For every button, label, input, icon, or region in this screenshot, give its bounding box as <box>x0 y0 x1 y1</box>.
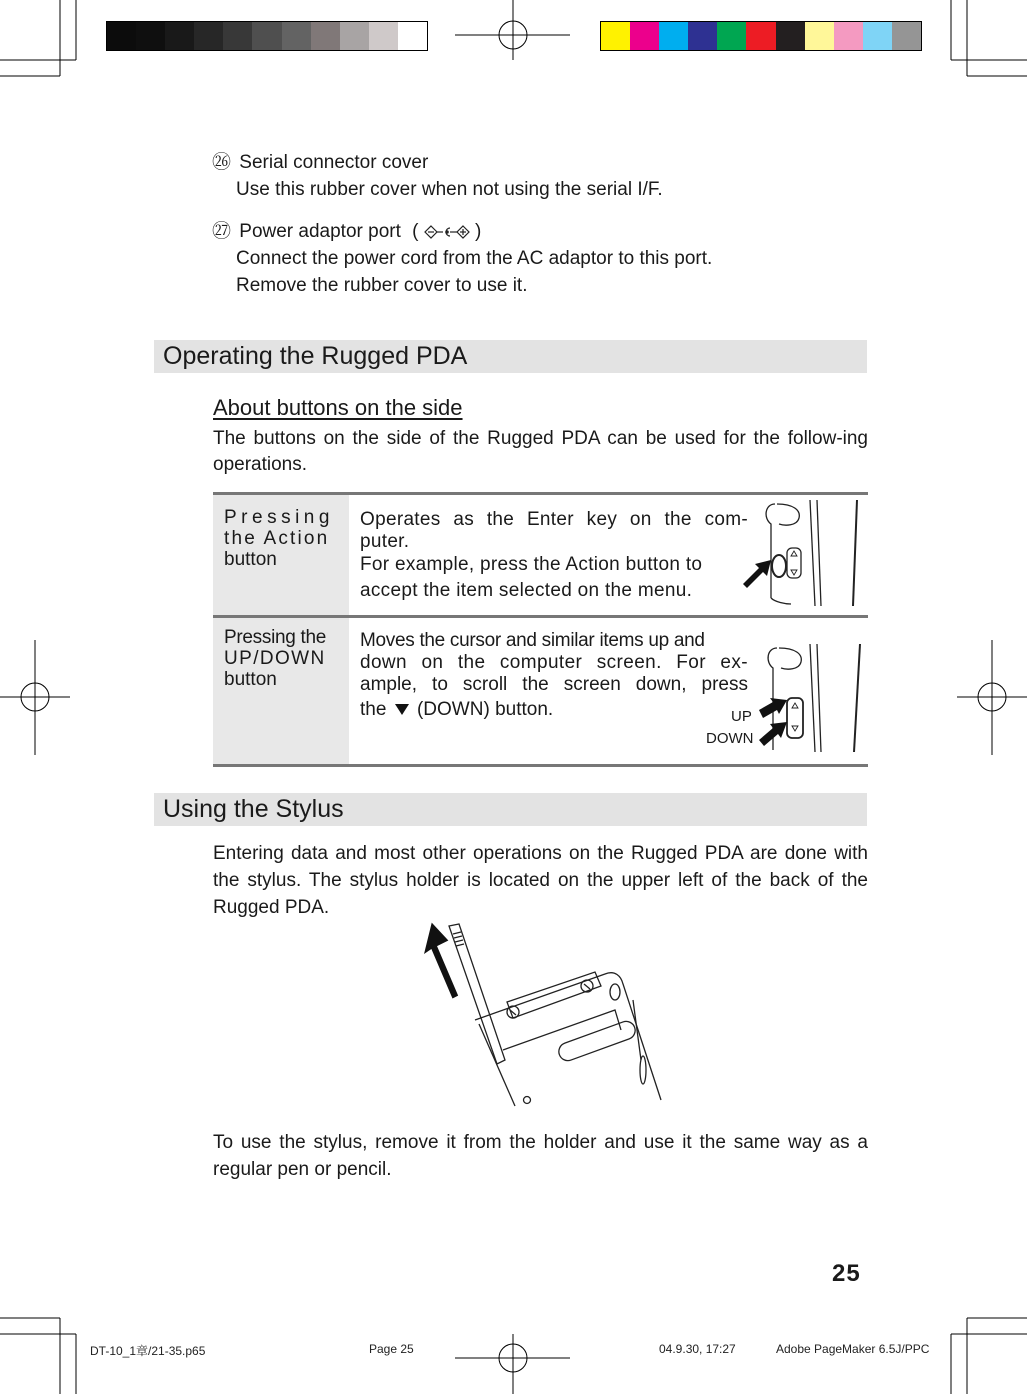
gray-swatch <box>194 22 223 50</box>
row-label: Pressing <box>224 507 334 528</box>
row-desc <box>360 630 748 724</box>
color-swatch <box>746 22 775 50</box>
updown-button-illustration <box>755 640 865 755</box>
gray-swatch <box>223 22 252 50</box>
item-desc: Use this rubber cover when not using the serial I/F. <box>236 179 663 200</box>
gray-swatch <box>107 22 136 50</box>
section-title: Operating the Rugged PDA <box>163 342 468 370</box>
row-label: Pressing the <box>224 627 327 648</box>
row-label: button <box>224 549 277 570</box>
desc-line: Moves the cursor and similar items up and <box>360 630 705 651</box>
gray-swatch <box>252 22 281 50</box>
row-label-cell <box>213 618 349 764</box>
color-swatch <box>776 22 805 50</box>
color-swatch <box>863 22 892 50</box>
down-label: DOWN <box>706 730 754 747</box>
row-desc <box>360 509 748 605</box>
item-desc: Connect the power cord from the AC adaptor to this port. <box>236 248 713 269</box>
desc-line: For example, press the Action button to <box>360 554 703 575</box>
grayscale-bar <box>106 21 428 51</box>
paren-close: ) <box>475 221 482 242</box>
desc-line: Operates as the Enter key on the com- <box>360 509 748 530</box>
action-button-illustration <box>735 498 865 610</box>
color-swatch <box>688 22 717 50</box>
gray-swatch <box>165 22 194 50</box>
page-number: 25 <box>832 1260 861 1287</box>
row-label: the Action <box>224 528 330 549</box>
paren-open: ( <box>412 221 419 242</box>
color-swatch <box>805 22 834 50</box>
color-bar <box>600 21 922 51</box>
footer-file: DT-10_1章/21-35.p65 <box>90 1344 206 1358</box>
desc-line: ample, to scroll the screen down, press <box>360 674 748 695</box>
footer-date: 04.9.30, 17:27 <box>659 1342 736 1356</box>
color-swatch <box>630 22 659 50</box>
desc-suffix: (DOWN) button. <box>416 699 554 720</box>
desc-line: down on the computer screen. For ex- <box>360 652 748 673</box>
gray-swatch <box>369 22 398 50</box>
color-swatch <box>601 22 630 50</box>
gray-swatch <box>136 22 165 50</box>
item-number: ㉖ <box>212 152 232 173</box>
desc-line <box>360 696 748 724</box>
gray-swatch <box>311 22 340 50</box>
item-title: Power adaptor port <box>239 221 401 242</box>
color-swatch <box>717 22 746 50</box>
intro-paragraph: The buttons on the side of the Rugged PDA can be used for the follow-ing operations. <box>213 428 868 475</box>
table-rule-bottom <box>213 764 868 767</box>
section-header-operating <box>154 340 867 373</box>
item-power-port <box>212 221 481 243</box>
item-serial-cover <box>212 152 428 174</box>
item-number: ㉗ <box>212 221 232 242</box>
down-triangle-icon <box>395 704 409 715</box>
gray-swatch <box>282 22 311 50</box>
section-header-stylus <box>154 793 867 826</box>
stylus-illustration <box>415 920 665 1110</box>
footer-page: Page 25 <box>369 1342 414 1356</box>
desc-line: accept the item selected on the menu. <box>360 580 693 601</box>
gray-swatch <box>340 22 369 50</box>
up-label: UP <box>731 708 752 725</box>
desc-line: puter. <box>360 531 410 552</box>
row-label: button <box>224 669 277 690</box>
item-title: Serial connector cover <box>239 152 429 173</box>
subheading-side-buttons: About buttons on the side <box>213 395 463 420</box>
gray-swatch <box>398 22 427 50</box>
item-desc: Remove the rubber cover to use it. <box>236 275 528 296</box>
desc-prefix: the <box>360 699 387 720</box>
section-title: Using the Stylus <box>163 795 344 823</box>
color-swatch <box>659 22 688 50</box>
footer-app: Adobe PageMaker 6.5J/PPC <box>776 1342 930 1356</box>
color-swatch <box>892 22 921 50</box>
dc-polarity-icon <box>424 225 470 239</box>
row-label-cell <box>213 495 349 615</box>
color-swatch <box>834 22 863 50</box>
stylus-usage-paragraph: To use the stylus, remove it from the holder and use it the same way as a regular pen or pencil. <box>213 1132 868 1180</box>
stylus-paragraph: Entering data and most other operations on the Rugged PDA are done with the stylus. The stylus holder is located on the upper left of the back of the Rugged PDA. <box>213 843 868 918</box>
row-label: UP/DOWN <box>224 648 326 669</box>
